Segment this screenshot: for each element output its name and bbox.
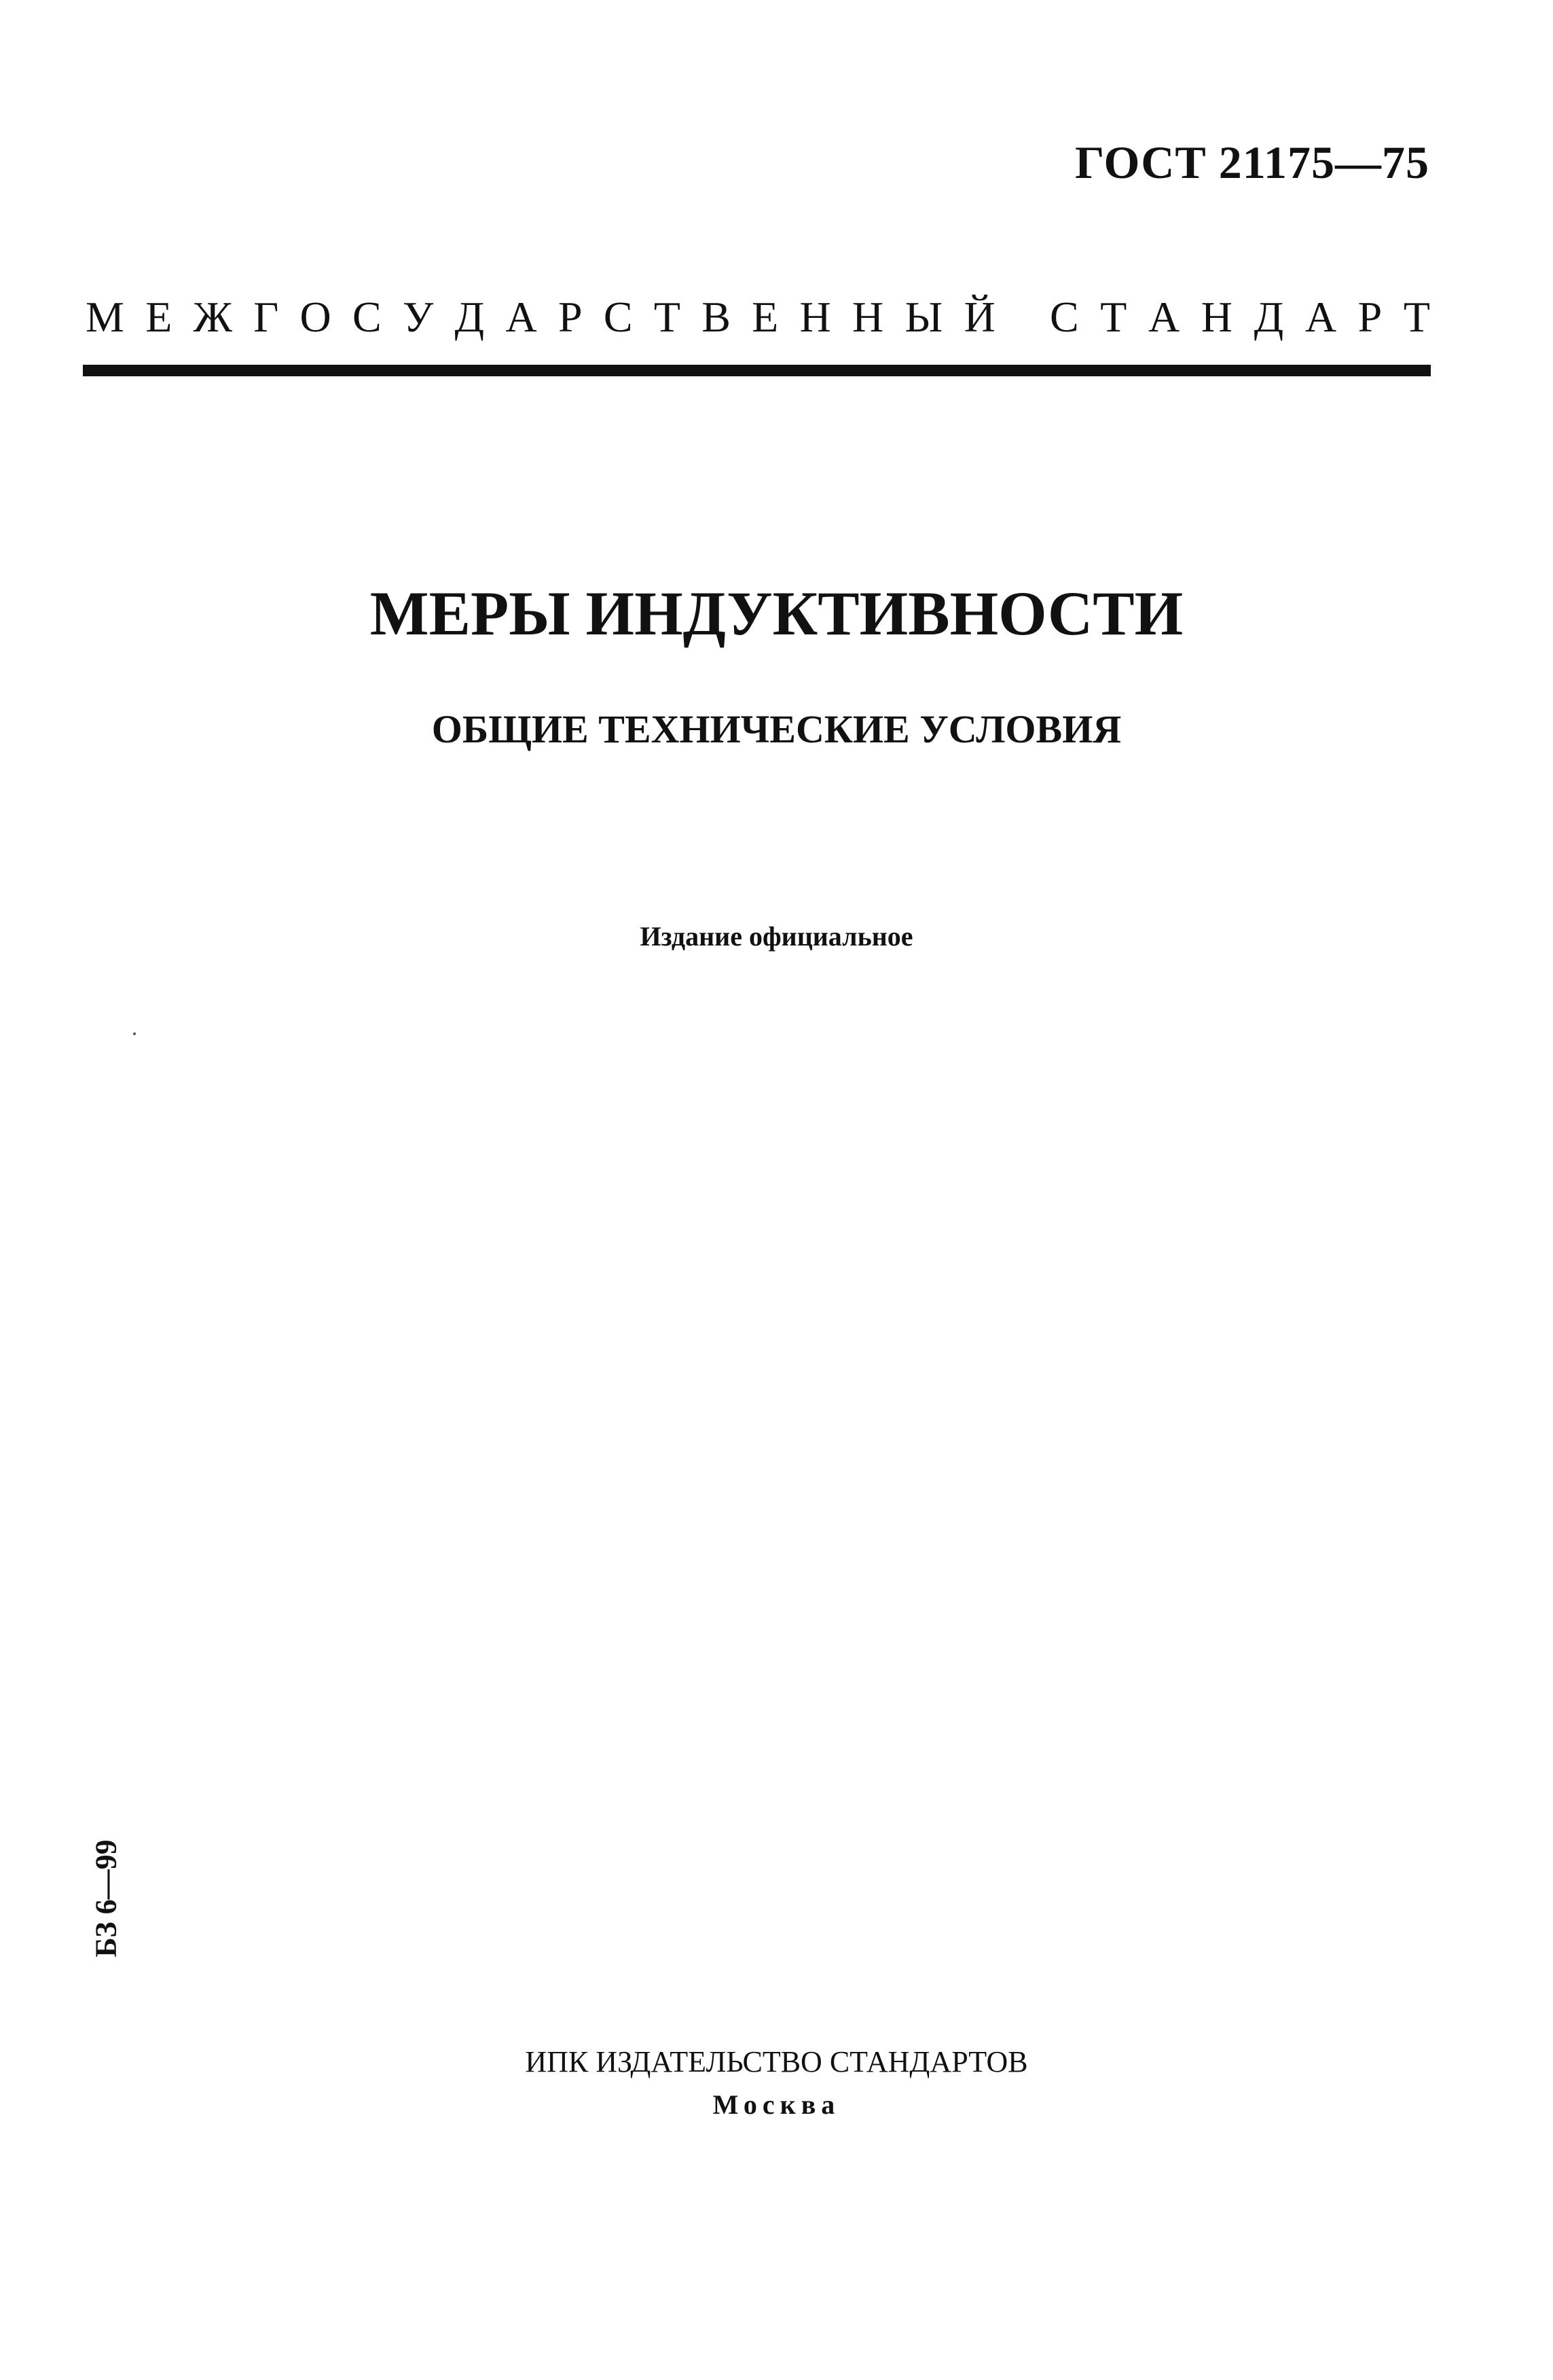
document-title: МЕРЫ ИНДУКТИВНОСТИ [369, 579, 1184, 648]
heading-letter: Н [1201, 293, 1232, 341]
heading-letter: С [603, 293, 633, 341]
heading-letter: А [1148, 293, 1180, 341]
heading-letter: В [701, 293, 731, 341]
standard-type-word-standard [1050, 292, 1430, 342]
heading-letter: Н [852, 293, 884, 341]
heading-letter: Й [964, 293, 995, 341]
heading-letter: С [1050, 293, 1079, 341]
side-code: БЗ 6—99 [89, 1839, 123, 1958]
publisher-name: ИПК ИЗДАТЕЛЬСТВО СТАНДАРТОВ [525, 2045, 1028, 2078]
heading-letter: Е [752, 293, 779, 341]
heading-letter: О [299, 293, 331, 341]
heading-letter: Р [1357, 293, 1383, 341]
heading-letter: Т [653, 293, 680, 341]
standard-type-word-interstate [86, 292, 995, 342]
document-subtitle: ОБЩИЕ ТЕХНИЧЕСКИЕ УСЛОВИЯ [431, 707, 1122, 751]
heading-letter: М [86, 293, 124, 341]
heading-letter: У [402, 293, 434, 341]
heading-letter: Д [1254, 293, 1284, 341]
publisher-city: Москва [712, 2089, 841, 2120]
heading-letter: Г [253, 293, 279, 341]
heading-letter: Т [1403, 293, 1430, 341]
heading-letter: Ы [905, 293, 943, 341]
heading-letter: Е [145, 293, 172, 341]
heading-letter: Т [1100, 293, 1127, 341]
heading-letter: Р [558, 293, 583, 341]
gost-number: ГОСТ 21175—75 [1074, 137, 1429, 188]
standard-type-heading [86, 292, 1430, 342]
heading-letter: С [352, 293, 382, 341]
header-rule [83, 365, 1431, 376]
heading-letter: Н [799, 293, 831, 341]
scan-speck [133, 1032, 136, 1035]
heading-letter: Ж [193, 293, 232, 341]
heading-letter: Д [454, 293, 485, 341]
heading-letter: А [505, 293, 537, 341]
heading-letter: А [1304, 293, 1337, 341]
edition-note: Издание официальное [640, 921, 913, 952]
